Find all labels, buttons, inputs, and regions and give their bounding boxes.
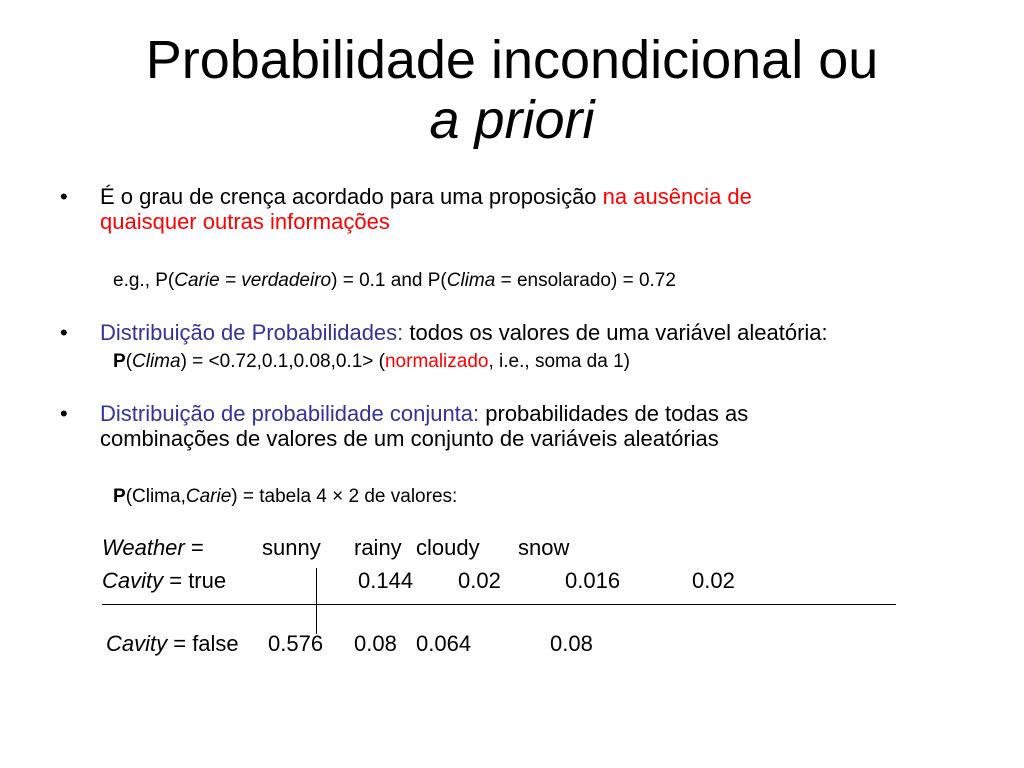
cell-true-cloudy: 0.016 xyxy=(565,568,621,593)
cell-false-snow: 0.08 xyxy=(550,631,593,656)
bullet-3-line-1 xyxy=(100,401,748,427)
weather-value-cloudy: cloudy xyxy=(416,535,480,560)
weather-value-snow: snow xyxy=(518,535,570,560)
table-horizontal-rule xyxy=(102,604,896,605)
example-variable: Carie = verdadeiro xyxy=(174,270,332,291)
example-bold: P xyxy=(113,486,126,507)
bullet-3-line-2: combinações de valores de um conjunto de variáveis aleatórias xyxy=(100,426,719,451)
example-variable: Carie xyxy=(185,486,232,507)
bullet-1-line-1 xyxy=(100,184,752,210)
example-text: (Clima, xyxy=(125,486,186,507)
cell-false-cloudy: 0.064 xyxy=(416,631,472,656)
bullet-3-example xyxy=(113,486,457,508)
cell-true-sunny: 0.144 xyxy=(358,568,414,593)
bullet-1-line-2: quaisquer outras informações xyxy=(100,209,390,234)
cavity-false-label xyxy=(106,631,239,657)
example-bold: P xyxy=(113,351,126,372)
bullet-2-line-1 xyxy=(100,320,828,346)
bullet-1-example xyxy=(113,270,676,292)
weather-row-label xyxy=(102,535,204,561)
slide-title xyxy=(0,30,1024,150)
bullet-2-text: todos os valores de uma variável aleatória: xyxy=(403,320,828,345)
bullet-1-text: É o grau de crença acordado para uma proposição xyxy=(100,184,603,209)
cell-true-rainy: 0.02 xyxy=(458,568,501,593)
example-variable: Clima xyxy=(132,351,181,372)
slide-title-line-2: a priori xyxy=(429,90,595,150)
cavity-variable: Cavity xyxy=(106,631,168,656)
example-highlight: normalizado xyxy=(384,351,489,372)
equals-sign: = xyxy=(184,535,204,560)
slide-title-line-1: Probabilidade incondicional ou xyxy=(145,30,879,90)
example-text: ) = tabela 4 × 2 de valores: xyxy=(231,486,458,507)
example-text: , i.e., soma da 1) xyxy=(488,351,630,372)
cell-false-sunny: 0.576 xyxy=(268,631,324,656)
example-text: e.g., P( xyxy=(113,270,175,291)
example-text: ) = 0.1 and P( xyxy=(331,270,447,291)
bullet-marker: • xyxy=(60,184,68,209)
bullet-3-label: Distribuição de probabilidade conjunta: xyxy=(100,401,480,426)
true-label: = true xyxy=(163,568,227,593)
bullet-3-text: probabilidades de todas as xyxy=(479,401,749,426)
cell-false-rainy: 0.08 xyxy=(354,631,397,656)
bullet-marker: • xyxy=(60,320,68,345)
bullet-1-highlight: na ausência de xyxy=(602,184,752,209)
example-text: = ensolarado) = 0.72 xyxy=(495,270,676,291)
bullet-2-example xyxy=(113,351,630,373)
bullet-marker: • xyxy=(60,401,68,426)
example-text: ( xyxy=(125,351,133,372)
cavity-true-label xyxy=(102,568,226,594)
weather-value-sunny: sunny xyxy=(262,535,321,560)
bullet-2-label: Distribuição de Probabilidades: xyxy=(100,320,404,345)
cavity-variable: Cavity xyxy=(102,568,164,593)
example-variable: Clima xyxy=(446,270,496,291)
cell-true-snow: 0.02 xyxy=(692,568,735,593)
weather-variable: Weather xyxy=(102,535,185,560)
false-label: = false xyxy=(167,631,239,656)
weather-value-rainy: rainy xyxy=(354,535,402,560)
table-vertical-rule xyxy=(316,568,317,634)
example-text: ) = <0.72,0.1,0.08,0.1> ( xyxy=(180,351,385,372)
